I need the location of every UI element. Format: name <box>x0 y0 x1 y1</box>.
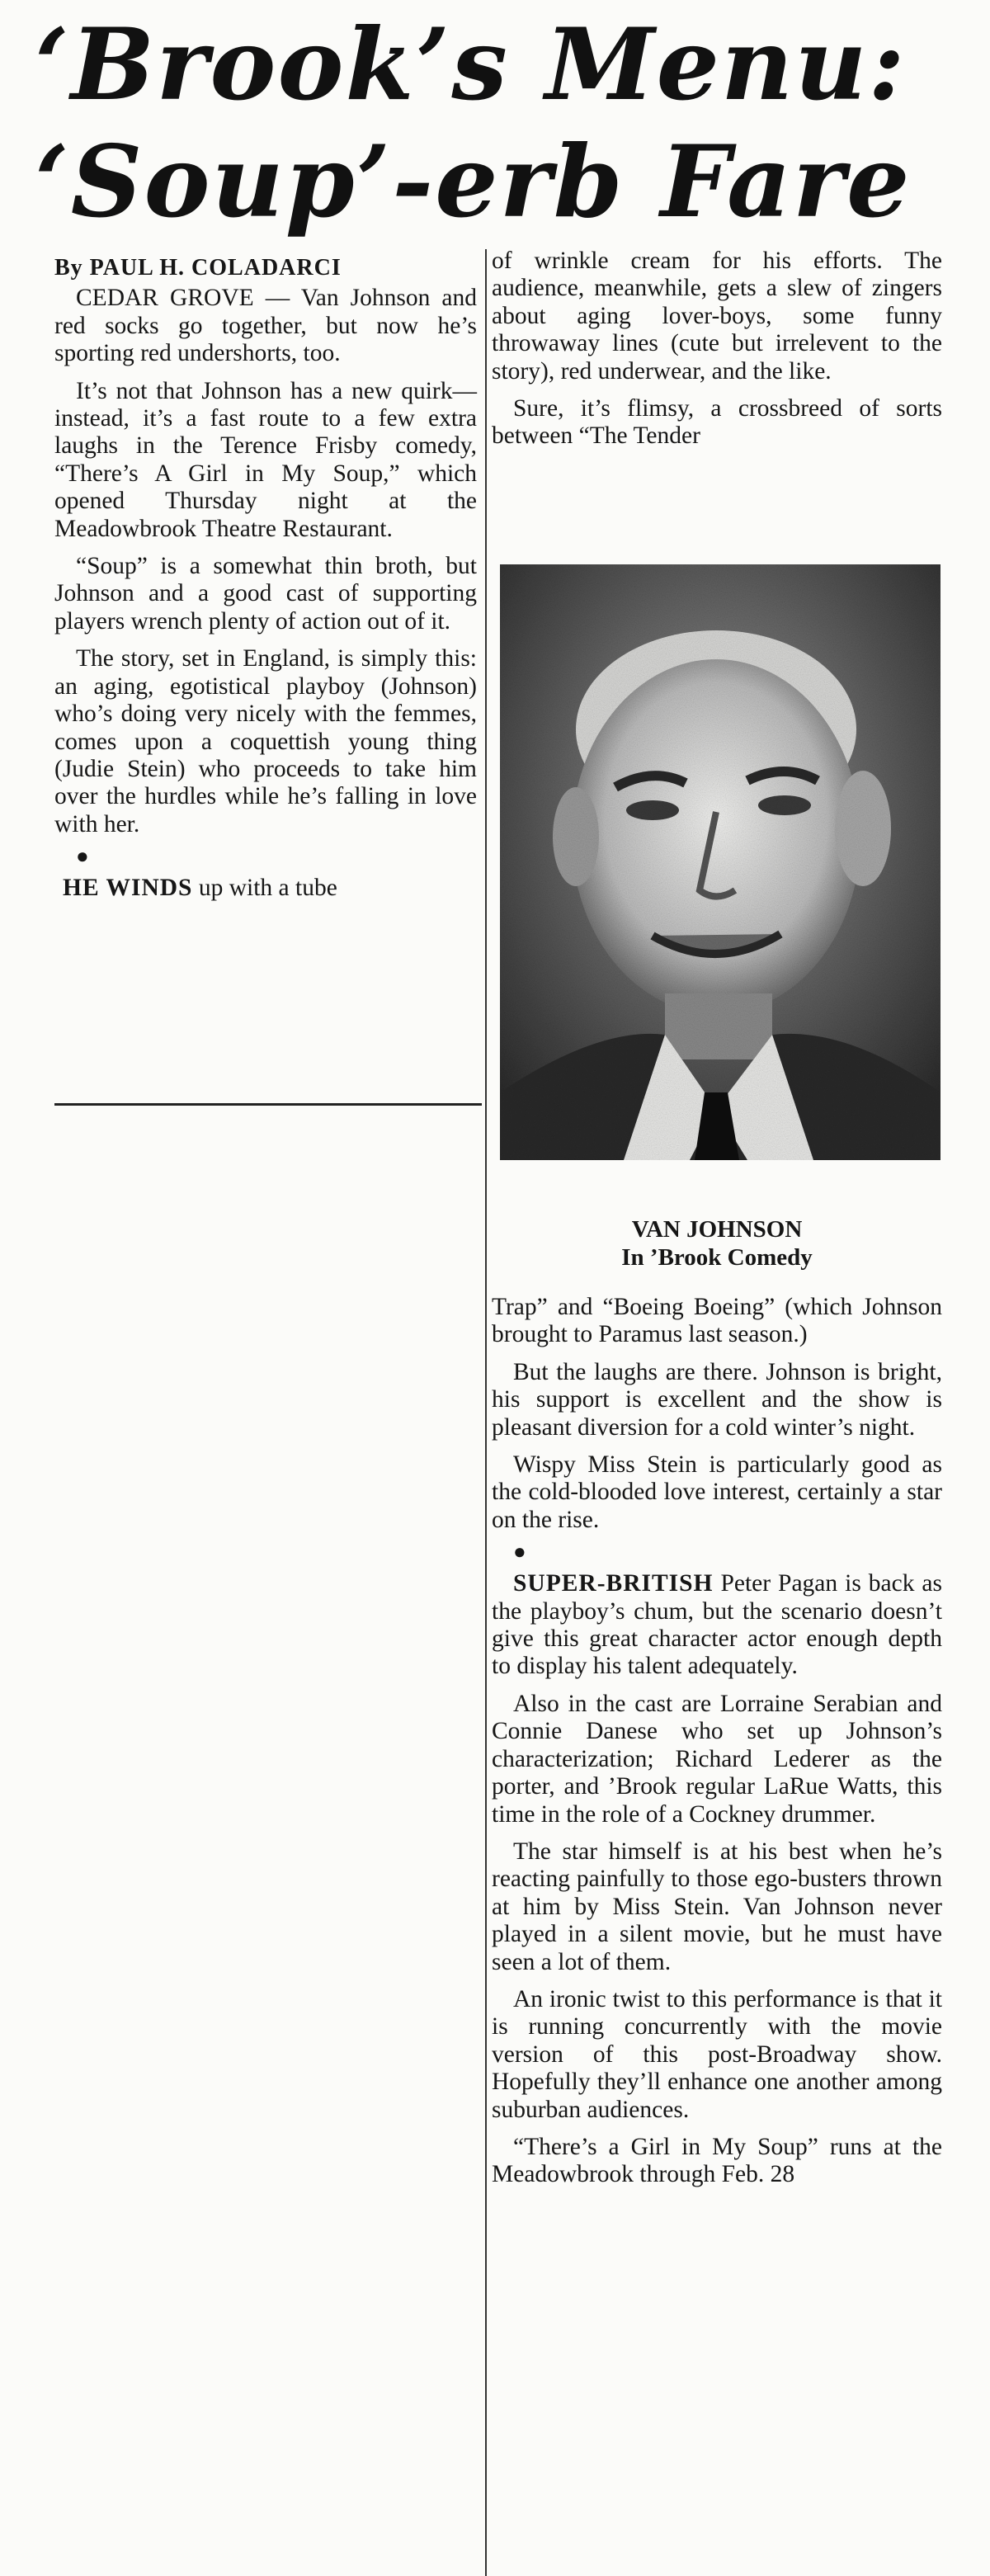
paragraph: Sure, it’s flimsy, a crossbreed of sorts between “The Tender <box>492 395 942 450</box>
subhead-lead: HE WINDS <box>63 875 193 902</box>
right-column-top <box>492 248 942 460</box>
column-divider <box>485 249 487 2576</box>
left-column <box>54 254 477 913</box>
paragraph: Wispy Miss Stein is particularly good as the cold-blooded love interest, certainly a star on the rise. <box>492 1451 942 1533</box>
paragraph: of wrinkle cream for his efforts. The audience, meanwhile, gets a slew of zingers about aging lover-boys, some funny throwaway lines (cute but irrelevent to the story), red underwear, and the like. <box>492 248 942 385</box>
bullet-separator: ● <box>76 844 89 869</box>
portrait-photo-icon <box>500 564 940 1160</box>
paragraph: Trap” and “Boeing Boeing” (which Johnson brought to Paramus last season.) <box>492 1294 942 1348</box>
paragraph <box>54 875 477 902</box>
paragraph: “There’s a Girl in My Soup” runs at the Meadowbrook through Feb. 28 <box>492 2133 942 2188</box>
bullet-separator: ● <box>513 1540 526 1564</box>
paragraph <box>492 1570 942 1681</box>
headline-line-2: ‘Soup’-erb Fare <box>35 124 912 240</box>
paragraph: An ironic twist to this performance is that it is running concurrently with the movie version of this post-Broadway show. Hopefully they’ll enhance one another among suburban audiences. <box>492 1985 942 2123</box>
paragraph: “Soup” is a somewhat thin broth, but Johnson and a good cast of supporting players wrench plenty of action out of it. <box>54 553 477 635</box>
headline <box>35 7 942 241</box>
headline-line-1: ‘Brook’s Menu: <box>35 7 907 123</box>
paragraph: It’s not that Johnson has a new quirk—instead, it’s a fast route to a few extra laughs in the Terence Frisby comedy, “There’s A Girl in My Soup,” which opened Thursday night at the Meadowbrook Theatre Restaurant. <box>54 377 477 542</box>
right-column-bottom <box>492 1294 942 2199</box>
paragraph-text: up with a tube <box>192 875 337 902</box>
byline: By PAUL H. COLADARCI <box>54 255 342 281</box>
column-end-rule <box>54 1103 482 1106</box>
paragraph: CEDAR GROVE — Van Johnson and red socks go together, but now he’s sporting red undershorts, too. <box>54 285 477 367</box>
paragraph-text: Peter Pagan is back as the playboy’s chum, but the scenario doesn’t give this great character actor enough depth to display his talent adequately. <box>492 1570 942 1680</box>
subhead-lead: SUPER-BRITISH <box>513 1570 714 1597</box>
paragraph: But the laughs are there. Johnson is bright, his support is excellent and the show is pleasant diversion for a cold winter’s night. <box>492 1358 942 1441</box>
portrait-photo <box>500 564 940 1160</box>
caption-name: VAN JOHNSON <box>631 1216 803 1243</box>
paragraph: The story, set in England, is simply this: an aging, egotistical playboy (Johnson) who’s doing very nicely with the femmes, comes upon a coquettish young thing (Judie Stein) who proceeds to take him over the hurdles while he’s falling in love with her. <box>54 645 477 837</box>
paragraph: Also in the cast are Lorraine Serabian and Connie Danese who set up Johnson’s characterization; Richard Lederer as the porter, and ’Brook regular LaRue Watts, this time in the role of a Cockney drummer. <box>492 1690 942 1828</box>
caption-subtitle: In ’Brook Comedy <box>621 1244 813 1271</box>
photo-caption <box>492 1215 942 1271</box>
paragraph: The star himself is at his best when he’s reacting painfully to those ego-busters thrown at him by Miss Stein. Van Johnson never played in a silent movie, but he must have seen a lot of them. <box>492 1838 942 1975</box>
